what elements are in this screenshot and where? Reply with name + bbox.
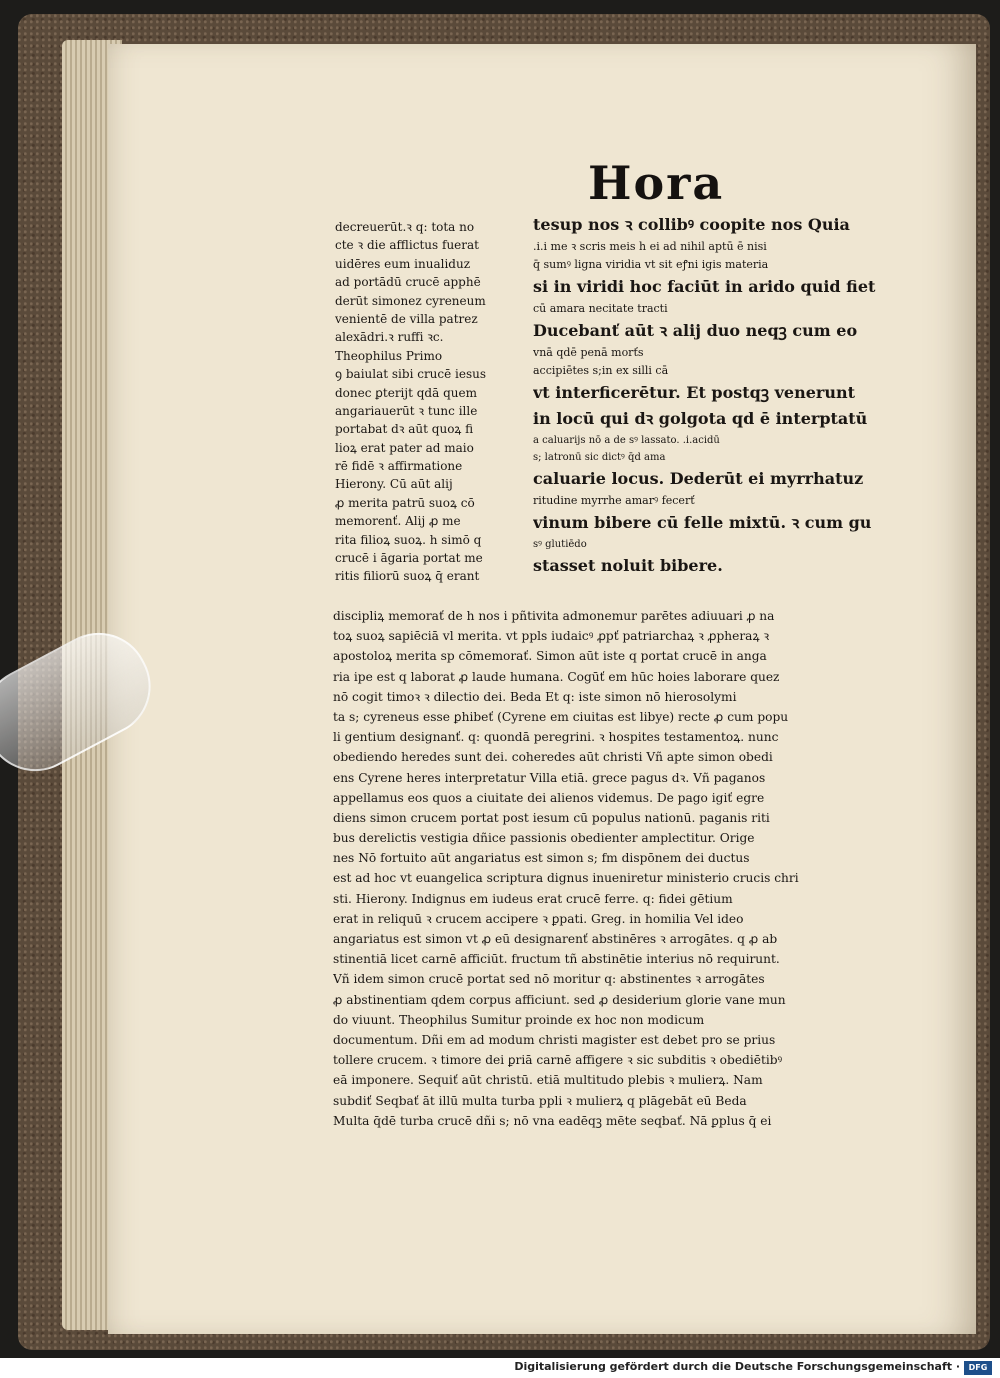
text-line: stasset noluit bibere. [533, 556, 723, 575]
text-line: documentum. Dñi em ad modum christi magister est debet pro se prius [333, 1032, 776, 1047]
text-line: sꝰ glutiēdo [533, 539, 587, 550]
text-line: ꝓ abstinentiam qdem corpus afficiunt. sed ꝓ desiderium glorie vane mun [333, 992, 786, 1007]
text-line: do viuunt. Theophilus Sumitur proinde ex hoc non modicum [333, 1012, 705, 1027]
text-line: eā imponere. Sequiť aūt christū. etiā multitudo plebis ꝛ mulierꝝ. Nam [333, 1073, 763, 1088]
text-line: discipliꝝ memorať de h nos i pñtivita admonemur parētes adiuuari ꝓ na [333, 609, 775, 623]
text-line: bus derelictis vestigia dñice passionis obedienter amplectitur. Orige [333, 831, 755, 846]
text-line: decreuerūt.ꝛ q: tota no [335, 220, 475, 234]
text-line: rita filioꝝ suoꝝ. h simō q [335, 532, 482, 547]
text-line: Multa q̄dē turba crucē dñi s; nō vna eadēqꝫ mēte seqbať. Nā ꝑplus q̄ ei [333, 1113, 772, 1128]
text-line: crucē i āgaria portat me [335, 551, 483, 566]
left-text-column [335, 218, 525, 586]
text-line: nes Nō fortuito aūt angariatus est simon s; fm dispōnem dei ductus [333, 851, 750, 866]
text-line: Hierony. Cū aūt alij [335, 477, 453, 492]
text-line: vinum bibere cū felle mixtū. ꝛ cum gu [533, 513, 872, 532]
text-line: derūt simonez cyreneum [335, 293, 486, 308]
funding-credit: Digitalisierung gefördert durch die Deutsche Forschungsgemeinschaft · [514, 1360, 960, 1373]
text-line: ꝓ merita patrū suoꝝ cō [335, 495, 475, 510]
text-line: est ad hoc vt euangelica scriptura dignus inueniretur ministerio crucis chri [333, 871, 799, 886]
text-line: Vñ idem simon crucē portat sed nō moritur q: abstinentes ꝛ arrogātes [333, 972, 765, 987]
text-line: vnā qdē penā morťs [533, 346, 644, 359]
text-line: stinentiā licet carnē afficiūt. fructum tñ abstinētie interius nō requirunt. [333, 952, 780, 967]
text-line: lioꝝ erat pater ad maio [335, 440, 474, 455]
text-line: .i.i me ꝛ scris meis h ei ad nihil aptū ē nisi [533, 240, 767, 253]
text-line: toꝝ suoꝝ sapiēciā vl merita. vt ppls iudaicꝰ ꝓpť patriarchaꝝ ꝛ ꝓpheraꝝ ꝛ [333, 629, 770, 644]
text-line: tesup nos ꝛ collibꝰ coopite nos Quia [533, 215, 850, 234]
text-line: ens Cyrene heres interpretatur Villa etiā. grece pagus dꝛ. Vñ paganos [333, 770, 766, 785]
text-line: ta s; cyreneus esse ꝑhibeť (Cyrene em ciuitas est libye) recte ꝓ cum popu [333, 709, 789, 724]
text-line: angariatus est simon vt ꝓ eū designarenť abstinēres ꝛ arrogātes. q ꝓ ab [333, 932, 778, 946]
text-line: portabat dꝛ aūt quoꝝ fi [335, 422, 474, 437]
text-line: obediendo heredes sunt dei. coheredes aūt christi Vñ apte simon obedi [333, 750, 773, 765]
text-line: uidēres eum inualiduz [335, 256, 471, 271]
text-line: ad portādū crucē apphē [335, 275, 481, 290]
text-line: subdiť Seqbať āt illū multa turba ppli ꝛ mulierꝝ q plāgebāt eū Beda [333, 1093, 747, 1108]
dfg-logo: DFG [964, 1361, 992, 1375]
text-line: Ducebanť aūt ꝛ alij duo neqꝫ cum eo [533, 321, 858, 340]
text-line: ritudine myrrhe amarꝰ fecerť [533, 494, 695, 507]
text-line: rē fidē ꝛ affirmatione [335, 459, 463, 474]
text-line: cū amara necitate tracti [533, 302, 668, 315]
text-line: ritis filiorū suoꝝ q̄ erant [335, 569, 480, 584]
text-line: ria ipe est q laborat ꝓ laude humana. Cogūť em hūc hoies laborare quez [333, 669, 780, 684]
text-line: diens simon crucem portat post iesum cū populus nationū. paganis riti [333, 810, 770, 825]
text-line: memorenť. Alij ꝓ me [335, 514, 461, 529]
page-heading: Hora [588, 156, 725, 210]
text-line: li gentium designanť. q: quondā peregrini. ꝛ hospites testamentoꝝ. nunc [333, 730, 779, 745]
text-line: donec ꝑterijt qdā quem [335, 385, 477, 400]
main-text-block [333, 606, 905, 1131]
text-line: s; latronū sic dictꝰ q̄d ama [533, 452, 666, 463]
text-line: erat in reliquū ꝛ crucem accipere ꝛ ꝑpati. Greg. in homilia Vel ideo [333, 911, 744, 926]
text-line: appellamus eos quos a ciuitate dei alienos videmus. De pago igiť egre [333, 790, 765, 805]
right-text-column [533, 212, 905, 579]
text-line: tollere crucem. ꝛ timore dei ꝑriā carnē affigere ꝛ sic subditis ꝛ obediētibꝰ [333, 1053, 783, 1068]
text-line: alexādri.ꝛ ruffi ꝛc. [335, 330, 444, 345]
text-line: Theophilus Primo [335, 348, 443, 363]
text-line: angariauerūt ꝛ tunc ille [335, 403, 478, 418]
text-line: venientē de villa patrez [335, 311, 478, 326]
text-line: si in viridi hoc faciūt in arido quid fiet [533, 277, 876, 296]
text-line: ꝯ baiulat sibi crucē iesus [335, 367, 487, 382]
text-line: cte ꝛ die afflictus fuerat [335, 238, 479, 253]
text-line: caluarie locus. Dederūt ei myrrhatuz [533, 469, 864, 488]
text-line: nō cogit timoꝛ ꝛ dilectio dei. Beda Et q: iste simon nō hierosolymi [333, 689, 737, 704]
text-line: vt interficerētur. Et postqꝫ venerunt [533, 383, 855, 402]
text-line: q̄ sumꝰ ligna viridia vt sit eꝭni igis materia [533, 258, 769, 271]
text-line: sti. Hierony. Indignus em iudeus erat crucē ferre. q: fidei gētium [333, 891, 733, 906]
text-line: apostoloꝝ merita sp cōmemorať. Simon aūt iste q portat crucē in anga [333, 649, 767, 664]
text-line: in locū qui dꝛ golgota qd ē interptatū [533, 409, 868, 428]
text-line: accipiētes s;in ex silli cā [533, 364, 669, 377]
footer-bar [0, 1358, 1000, 1378]
text-line: a caluarijs nō a de sꝰ lassato. .i.acidū [533, 435, 720, 446]
